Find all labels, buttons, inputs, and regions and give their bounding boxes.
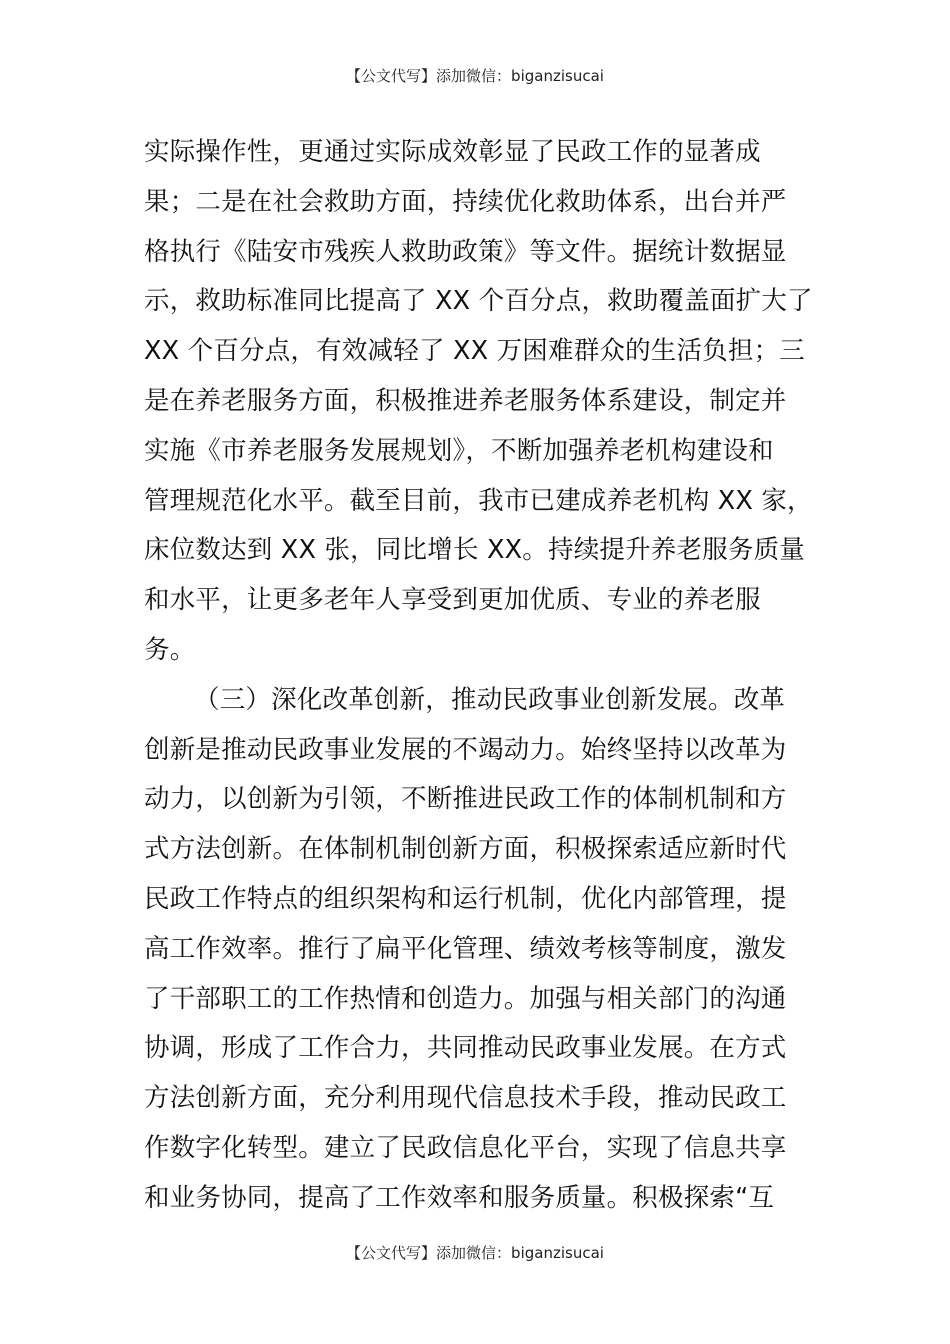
text-line: 和业务协同，提高了工作效率和服务质量。积极探索“互: [144, 1182, 775, 1213]
text-line: 格执行《陆安市残疾人救助政策》等文件。据统计数据显: [144, 236, 787, 267]
text-line: 协调，形成了工作合力，共同推动民政事业发展。在方式: [144, 1033, 787, 1064]
text-line: 了干部职工的工作热情和创造力。加强与相关部门的沟通: [144, 983, 787, 1014]
text-line: 实际操作性，更通过实际成效彰显了民政工作的显著成: [144, 137, 761, 167]
text-line: 示，救助标准同比提高了 XX 个百分点，救助覆盖面扩大了: [144, 286, 813, 317]
text-line: 创新是推动民政事业发展的不竭动力。始终坚持以改革为: [144, 734, 787, 765]
document-body: [144, 128, 814, 1224]
text-line: 果；二是在社会救助方面，持续优化救助体系，出台并严: [144, 186, 787, 217]
text-line: 和水平，让更多老年人享受到更加优质、专业的养老服: [144, 585, 761, 616]
text-line: 务。: [144, 634, 196, 665]
text-line: 实施《市养老服务发展规划》，不断加强养老机构建设和: [144, 435, 774, 466]
text-line: 方法创新方面，充分利用现代信息技术手段，推动民政工: [144, 1083, 787, 1114]
page-header: 【公文代写】添加微信：biganzisucai: [346, 67, 604, 85]
text-line: 作数字化转型。建立了民政信息化平台，实现了信息共享: [144, 1132, 787, 1163]
text-line: XX 个百分点，有效减轻了 XX 万困难群众的生活负担；三: [144, 336, 805, 367]
text-line: 式方法创新。在体制机制创新方面，积极探索适应新时代: [144, 834, 787, 865]
text-line: 动力，以创新为引领，不断推进民政工作的体制机制和方: [144, 784, 787, 815]
text-line: 是在养老服务方面，积极推进养老服务体系建设，制定并: [144, 385, 787, 416]
text-line: 床位数达到 XX 张，同比增长 XX。持续提升养老服务质量: [144, 535, 805, 566]
text-line: 高工作效率。推行了扁平化管理、绩效考核等制度，激发: [144, 933, 787, 964]
section-heading-line: （三）深化改革创新，推动民政事业创新发展。改革: [194, 684, 786, 715]
page-footer: 【公文代写】添加微信：biganzisucai: [346, 1244, 604, 1262]
text-line: 民政工作特点的组织架构和运行机制，优化内部管理，提: [144, 883, 787, 914]
text-line: 管理规范化水平。截至目前，我市已建成养老机构 XX 家，: [144, 485, 813, 516]
